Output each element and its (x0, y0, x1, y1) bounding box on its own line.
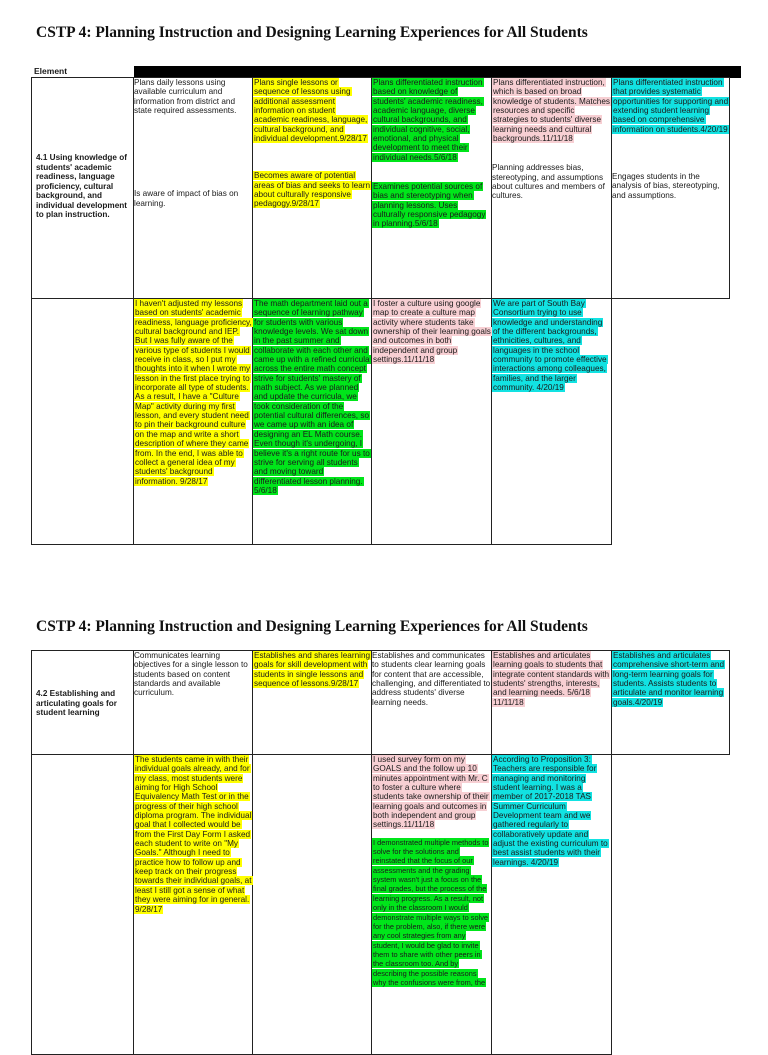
evidence-text: The students came in with their individual goals already, and for my class, most students were aiming for High School Equivalency Math Test or in the progress of their high school diploma program. The individual goal that I collected would be from the First Day Form I asked each student to write on "My Goals." Although I need to practice how to follow up and keep track on their progress towards their individual goals, at least I still got a sense of what they were aiming for in general. 9/28/17 (135, 755, 252, 914)
cstp-4-1-table (31, 77, 730, 545)
standard-label: 4.2 Establishing and articulating goals for student learning (36, 689, 117, 718)
rubric-cell-innovating (612, 651, 730, 755)
rubric-text: Plans differentiated instruction, which is based on broad knowledge of students. Matches resources and specific strategies to students' diverse learning needs and cultural backgrounds.11/11/18 (493, 78, 610, 144)
evidence-empty-cell (32, 299, 134, 545)
rubric-text: Communicates learning objectives for a single lesson to students based on content standards and available curriculum. (134, 651, 248, 698)
rubric-cell-applying (372, 78, 492, 299)
rubric-text: Establishes and articulates comprehensive short-term and long-term learning goals for students. Assists students to articulate and monitor learning goals.4/20/19 (613, 651, 725, 707)
rubric-text: Establishes and articulates learning goals to students that integrate content standards with students' strengths, interests, and learning needs. 5/6/18 11/11/18 (493, 651, 610, 707)
standard-cell (32, 78, 134, 299)
rubric-cell-integrating (492, 651, 612, 755)
element-column-header: Element (34, 66, 68, 76)
evidence-cell (492, 755, 612, 1055)
rubric-text: Plans differentiated instruction based on knowledge of students' academic readiness, academic language, diverse cultural backgrounds, and individual cognitive, social, emotional, and physical development to meet their individual needs.5/6/18 (373, 78, 483, 162)
rubric-text: Examines potential sources of bias and stereotyping when planning lessons. Uses culturally responsive pedagogy in planning.5/6/18 (373, 182, 486, 229)
rubric-cell-exploring (253, 78, 372, 299)
cstp-4-2-table (31, 650, 730, 1055)
rubric-text: Plans daily lessons using available curriculum and information from district and state required assessments. (134, 78, 237, 116)
evidence-text: I used survey form on my GOALS and the follow up 10 minutes appointment with Mr. C to foster a culture where students take ownership of their learning goals and outcomes in both independent and group settings.11/11/18 (373, 755, 489, 830)
evidence-cell (372, 755, 492, 1055)
rubric-cell-integrating (492, 78, 612, 299)
rubric-cell-emerging (134, 651, 253, 755)
rubric-cell-innovating (612, 78, 730, 299)
page-title: CSTP 4: Planning Instruction and Designing Learning Experiences for All Students (36, 24, 588, 41)
standard-cell (32, 651, 134, 755)
evidence-cell (253, 299, 372, 545)
standard-label: 4.1 Using knowledge of students' academic readiness, language proficiency, cultural background, and individual development to plan instruction. (36, 153, 127, 220)
rubric-text: Establishes and communicates to students clear learning goals for content that are accessible, challenging, and differentiated to address students' diverse learning needs. (372, 651, 491, 707)
rubric-text: Planning addresses bias, stereotyping, and assumptions about cultures and members of cultures. (492, 163, 605, 201)
evidence-cell (134, 755, 253, 1055)
evidence-empty-cell (32, 755, 134, 1055)
evidence-cell (492, 299, 612, 545)
evidence-text-extra: I demonstrated multiple methods to solve for the solutions and reinstated that the focus of our assessments and the grading system wasn't just a focus on the final grades, but the process of the learning progress. As a result, not only in the classroom I would demonstrate multiple ways to solve for the problem, also, if there were any cool strategies from any student, I would be glad to invite them to share with other peers in the classroom too. And by describing the possible reasons why the confusions were from, the (373, 837, 489, 987)
rubric-text: Becomes aware of potential areas of bias and seeks to learn about culturally responsive pedagogy.9/28/17 (254, 171, 371, 209)
evidence-text: I foster a culture using google map to create a culture map activity where students take ownership of their learning goals and outcomes in both independent and group settings.11/11/18 (373, 299, 491, 365)
evidence-cell (372, 299, 492, 545)
rubric-text: Engages students in the analysis of bias, stereotyping, and assumptions. (612, 172, 720, 200)
rubric-text: Is aware of impact of bias on learning. (134, 189, 239, 208)
evidence-row (32, 299, 730, 545)
rubric-cell-applying (372, 651, 492, 755)
evidence-cell (134, 299, 253, 545)
evidence-text: We are part of South Bay Consortium trying to use knowledge and understanding of the different backgrounds, ethnicities, cultures, and languages in the school community to promote effective interactions among colleagues, families, and the larger community. 4/20/19 (493, 299, 607, 393)
rubric-cell-exploring (253, 651, 372, 755)
evidence-text: According to Proposition 3: Teachers are responsible for managing and monitoring student learning. I was a member of 2017-2018 TAS Summer Curriculum Development team and we gathered regularly to collaboratively update and adjust the existing curriculum to best assist students with their learnings. 4/20/19 (493, 755, 608, 867)
rubric-cell-emerging (134, 78, 253, 299)
page-title-2: CSTP 4: Planning Instruction and Designing Learning Experiences for All Students (36, 618, 588, 635)
rubric-text: Plans single lessons or sequence of lessons using additional assessment information on student academic readiness, language, cultural background, and individual development.9/28/17 (254, 78, 368, 144)
evidence-empty-cell (253, 755, 372, 1055)
evidence-row (32, 755, 730, 1055)
evidence-text: The math department laid out a sequence of learning pathway for students with various knowledge levels. We sat down in the past summer and collaborate with each other and came up with a refined curricula across the entire math concept strive for students' mastery of math subject. As we planned and update the curricula, we took consideration of the potential cultural differences, so we came up with an idea of designing an EL Math course. Even though it's undergoing, I believe it's a right route for us to strive for serving all students and moving toward differentiated lesson planning. 5/6/18 (254, 299, 370, 495)
rubric-row (32, 651, 730, 755)
rubric-text: Plans differentiated instruction that provides systematic opportunities for supporting and extending student learning based on comprehensive information on students.4/20/19 (613, 78, 729, 134)
rubric-text: Establishes and shares learning goals for skill development with students in single lessons and sequence of lessons.9/28/17 (254, 651, 371, 689)
rubric-row (32, 78, 730, 299)
evidence-text: I haven't adjusted my lessons based on students' academic readiness, language proficiency, cultural background and IEP. But I was fully aware of the various type of students I would receive in class, so I put my thoughts into it when I wrote my lesson in the first place trying to incorporate all type of students. As a result, I have a "Culture Map" activity during my first lesson, and every student need to pin their background culture on the map and write a short description of where they came from. In the end, I was able to collect a general idea of my students' background information. 9/28/17 (135, 299, 252, 486)
